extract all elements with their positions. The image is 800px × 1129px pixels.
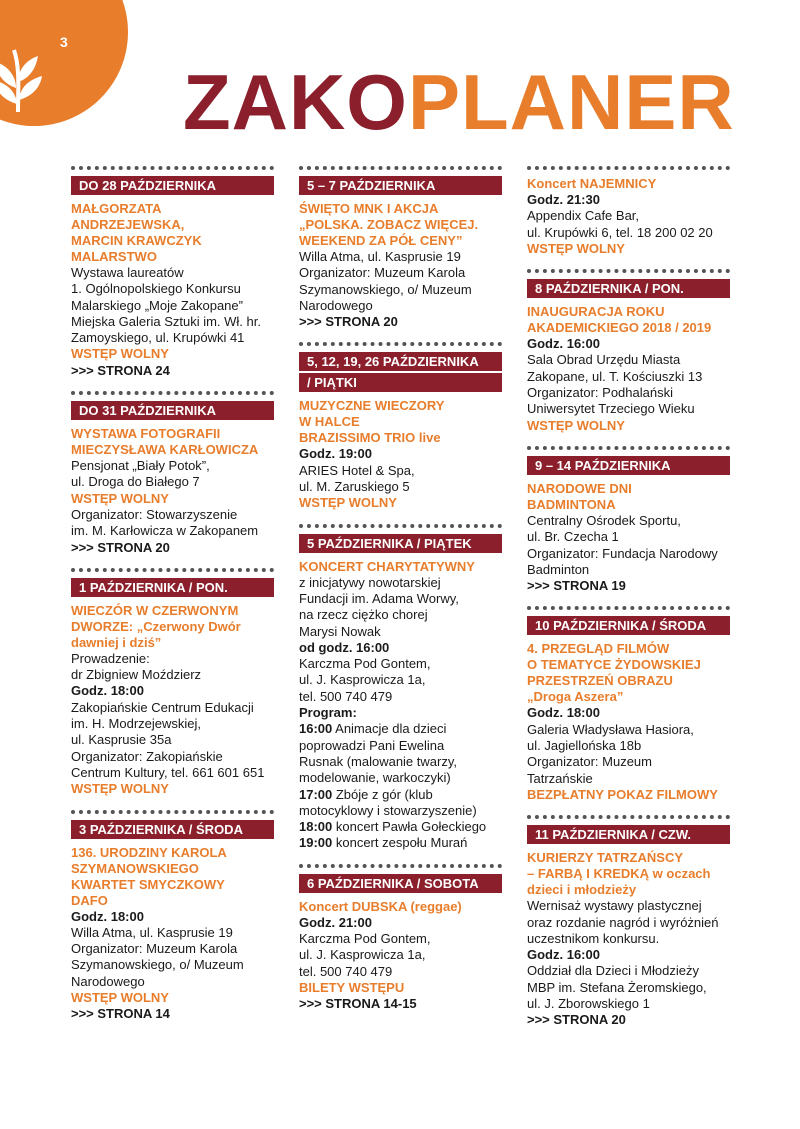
event-block <box>71 568 274 798</box>
program-line <box>299 721 502 737</box>
event-detail-bold: Godz. 21:00 <box>299 914 372 930</box>
event-block <box>71 166 274 379</box>
event-detail: uczestnikom konkursu. <box>527 930 660 946</box>
event-title: KURIERZY TATRZAŃSCY <box>527 850 683 866</box>
event-detail: Fundacji im. Adama Worwy, <box>299 590 459 606</box>
event-detail: Galeria Władysława Hasiora, <box>527 721 694 737</box>
event-title: Koncert DUBSKA (reggae) <box>299 898 462 914</box>
dotted-divider <box>299 342 502 346</box>
event-detail: im. M. Karłowicza w Zakopanem <box>71 523 259 539</box>
date-header <box>71 820 274 839</box>
event-detail: Malarskiego „Moje Zakopane” <box>71 297 243 313</box>
date-header-line: 5 – 7 PAŹDZIERNIKA <box>299 176 502 195</box>
event-detail: Zamoyskiego, ul. Krupówki 41 <box>71 330 245 346</box>
event-detail: z inicjatywy nowotarskiej <box>299 574 441 590</box>
event-detail: 1. Ogólnopolskiego Konkursu <box>71 281 241 297</box>
event-detail-bold: Godz. 18:00 <box>527 705 600 721</box>
date-header <box>71 176 274 195</box>
date-header-line: DO 28 PAŹDZIERNIKA <box>71 176 274 195</box>
event-detail-bold: >>> STRONA 24 <box>71 362 170 378</box>
event-title: DWORZE: „Czerwony Dwór <box>71 618 241 634</box>
event-detail: ul. Br. Czecha 1 <box>527 529 619 545</box>
event-detail: Narodowego <box>71 973 145 989</box>
date-header <box>71 401 274 420</box>
program-text: Animacje dla dzieci <box>332 721 447 737</box>
event-detail: Tatrzańskie <box>527 770 593 786</box>
date-header-line: / PIĄTKI <box>299 373 502 392</box>
event-title: INAUGURACJA ROKU <box>527 304 665 320</box>
event-detail: motocyklowy i stowarzyszenie) <box>299 802 477 818</box>
event-detail-bold: >>> STRONA 14-15 <box>299 996 417 1012</box>
date-header <box>71 578 274 597</box>
event-title: „POLSKA. ZOBACZ WIĘCEJ. <box>299 217 479 232</box>
event-detail: Organizator: Muzeum <box>527 754 652 770</box>
event-title: MUZYCZNE WIECZORY <box>299 398 445 414</box>
event-detail-bold: Program: <box>299 705 357 721</box>
date-header-line: 3 PAŹDZIERNIKA / ŚRODA <box>71 820 274 839</box>
event-detail-bold: Godz. 16:00 <box>527 947 600 963</box>
event-title: 4. PRZEGLĄD FILMÓW <box>527 641 670 657</box>
event-block <box>299 524 502 852</box>
event-detail: modelowanie, warkoczyki) <box>299 770 451 786</box>
date-header <box>299 352 502 392</box>
event-detail: Pensjonat „Biały Potok”, <box>71 458 210 474</box>
event-detail: poprowadzi Pani Ewelina <box>299 737 445 753</box>
event-detail: Centralny Ośrodek Sportu, <box>527 512 681 528</box>
event-detail: Organizator: Podhalański <box>527 385 673 401</box>
event-detail: Badminton <box>527 561 590 577</box>
dotted-divider <box>71 810 274 814</box>
event-title: BRAZISSIMO TRIO live <box>299 430 441 446</box>
event-detail: na rzecz ciężko chorej <box>299 607 428 623</box>
event-detail-bold: Godz. 18:00 <box>71 908 144 924</box>
program-time: 18:00 <box>299 819 333 835</box>
date-header-line: DO 31 PAŹDZIERNIKA <box>71 401 274 420</box>
event-detail-bold: >>> STRONA 20 <box>527 1012 626 1028</box>
event-detail: dr Zbigniew Moździerz <box>71 667 202 683</box>
event-detail: MBP im. Stefana Żeromskiego, <box>527 979 707 995</box>
event-detail: Centrum Kultury, tel. 661 601 651 <box>71 764 265 780</box>
date-header <box>527 616 730 635</box>
program-text: koncert zespołu Murań <box>332 835 468 851</box>
event-detail: im. H. Modrzejewskiej, <box>71 716 202 732</box>
event-detail: Wystawa laureatów <box>71 265 184 280</box>
page-number: 3 <box>60 34 68 50</box>
program-time: 19:00 <box>299 835 333 851</box>
event-detail: Szymanowskiego, o/ Muzeum <box>299 281 472 297</box>
event-block <box>71 810 274 1023</box>
event-detail-bold: >>> STRONA 19 <box>527 578 626 594</box>
event-detail-bold: >>> STRONA 20 <box>299 314 398 330</box>
event-block <box>527 446 730 594</box>
date-header-line: 11 PAŹDZIERNIKA / CZW. <box>527 825 730 844</box>
event-title: dzieci i młodzieży <box>527 882 637 898</box>
dotted-divider <box>527 269 730 273</box>
date-header-line: 10 PAŹDZIERNIKA / ŚRODA <box>527 616 730 635</box>
event-detail: Sala Obrad Urzędu Miasta <box>527 352 681 368</box>
event-detail: Willa Atma, ul. Kasprusie 19 <box>299 249 461 264</box>
event-detail: Appendix Cafe Bar, <box>527 208 640 224</box>
event-title: MIECZYSŁAWA KARŁOWICZA <box>71 442 259 458</box>
event-detail: Zakopane, ul. T. Kościuszki 13 <box>527 368 703 384</box>
column-2 <box>299 166 502 1025</box>
program-time: 17:00 <box>299 786 333 802</box>
event-detail: Organizator: Muzeum Karola <box>299 265 466 281</box>
event-detail: Organizator: Muzeum Karola <box>71 941 238 957</box>
date-header <box>527 456 730 475</box>
event-title: SZYMANOWSKIEGO <box>71 860 199 876</box>
entry-note: WSTĘP WOLNY <box>71 346 169 362</box>
event-title: MAŁGORZATA <box>71 201 162 216</box>
dotted-divider <box>527 606 730 610</box>
entry-note: BEZPŁATNY POKAZ FILMOWY <box>527 786 718 802</box>
event-detail: ul. J. Kasprowicza 1a, <box>299 947 426 963</box>
event-detail: Oddział dla Dzieci i Młodzieży <box>527 963 699 979</box>
leaf-icon <box>0 38 50 118</box>
date-header <box>299 874 502 893</box>
dotted-divider <box>71 568 274 572</box>
event-title: 136. URODZINY KAROLA <box>71 844 227 860</box>
event-title: WYSTAWA FOTOGRAFII <box>71 426 221 442</box>
event-detail: Karczma Pod Gontem, <box>299 656 431 672</box>
event-title: AKADEMICKIEGO 2018 / 2019 <box>527 320 712 336</box>
event-title: Koncert NAJEMNICY <box>527 176 657 191</box>
date-header <box>527 825 730 844</box>
event-detail: Narodowego <box>299 297 373 313</box>
event-title: MALARSTWO <box>71 249 157 264</box>
dotted-divider <box>71 166 274 170</box>
event-title: BADMINTONA <box>527 496 616 512</box>
entry-note: WSTĘP WOLNY <box>71 990 169 1006</box>
program-line <box>299 819 502 835</box>
event-title: DAFO <box>71 892 108 908</box>
event-detail: ul. Kasprusie 35a <box>71 732 172 748</box>
event-block <box>71 391 274 556</box>
entry-note: WSTĘP WOLNY <box>71 781 169 797</box>
event-detail: tel. 500 740 479 <box>299 688 393 704</box>
date-header-line: 8 PAŹDZIERNIKA / PON. <box>527 279 730 298</box>
entry-note: BILETY WSTĘPU <box>299 979 405 995</box>
event-detail-bold: Godz. 16:00 <box>527 336 600 352</box>
event-title: dawniej i dziś” <box>71 634 162 650</box>
column-3 <box>527 166 730 1041</box>
event-title: WEEKEND ZA PÓŁ CENY” <box>299 233 463 248</box>
event-detail: Rusnak (malowanie twarzy, <box>299 753 457 769</box>
date-header-line: 5 PAŹDZIERNIKA / PIĄTEK <box>299 534 502 553</box>
date-header <box>299 176 502 195</box>
event-detail: Miejska Galeria Sztuki im. Wł. hr. <box>71 313 261 329</box>
zakoplaner-logo: ZAKOPLANER <box>183 58 735 146</box>
dotted-divider <box>299 864 502 868</box>
event-title: W HALCE <box>299 414 360 430</box>
event-detail: Prowadzenie: <box>71 650 150 666</box>
date-header-line: 5, 12, 19, 26 PAŹDZIERNIKA <box>299 352 502 371</box>
dotted-divider <box>527 166 730 170</box>
event-detail: ul. J. Zborowskiego 1 <box>527 996 650 1012</box>
date-header-line: 6 PAŹDZIERNIKA / SOBOTA <box>299 874 502 893</box>
event-title: MARCIN KRAWCZYK <box>71 233 202 248</box>
event-detail-bold: od godz. 16:00 <box>299 639 390 655</box>
entry-note: WSTĘP WOLNY <box>527 240 625 256</box>
event-block <box>527 166 730 257</box>
event-detail: Szymanowskiego, o/ Muzeum <box>71 957 244 973</box>
event-detail: Karczma Pod Gontem, <box>299 931 431 947</box>
event-detail: oraz rozdanie nagród i wyróżnień <box>527 914 719 930</box>
date-header <box>527 279 730 298</box>
event-detail-bold: Godz. 18:00 <box>71 683 144 699</box>
program-line <box>299 835 502 851</box>
event-title: KWARTET SMYCZKOWY <box>71 876 225 892</box>
date-header <box>299 534 502 553</box>
column-1 <box>71 166 274 1035</box>
date-header-line: 1 PAŹDZIERNIKA / PON. <box>71 578 274 597</box>
event-detail: Uniwersytet Trzeciego Wieku <box>527 401 695 417</box>
event-detail: Marysi Nowak <box>299 623 381 639</box>
event-title: WIECZÓR W CZERWONYM <box>71 602 239 618</box>
dotted-divider <box>71 391 274 395</box>
event-detail: ul. M. Zaruskiego 5 <box>299 479 410 495</box>
event-detail: ul. Jagiellońska 18b <box>527 738 642 754</box>
event-detail-bold: >>> STRONA 20 <box>71 539 170 555</box>
event-detail: ul. J. Kasprowicza 1a, <box>299 672 426 688</box>
event-detail: Wernisaż wystawy plastycznej <box>527 898 702 914</box>
event-block <box>299 166 502 330</box>
event-detail-bold: Godz. 21:30 <box>527 192 600 207</box>
program-text: Zbóje z gór (klub <box>332 786 433 802</box>
event-block <box>527 269 730 434</box>
event-detail: Willa Atma, ul. Kasprusie 19 <box>71 924 233 940</box>
event-title: „Droga Aszera” <box>527 689 624 705</box>
entry-note: WSTĘP WOLNY <box>71 490 169 506</box>
event-detail: ul. Krupówki 6, tel. 18 200 02 20 <box>527 224 713 240</box>
event-detail: Zakopiańskie Centrum Edukacji <box>71 699 254 715</box>
event-detail: Organizator: Zakopiańskie <box>71 748 223 764</box>
date-header-line: 9 – 14 PAŹDZIERNIKA <box>527 456 730 475</box>
program-line <box>299 787 502 803</box>
dotted-divider <box>299 524 502 528</box>
event-title: PRZESTRZEŃ OBRAZU <box>527 673 673 689</box>
event-detail: tel. 500 740 479 <box>299 963 393 979</box>
entry-note: WSTĘP WOLNY <box>527 417 625 433</box>
dotted-divider <box>527 446 730 450</box>
event-block <box>299 342 502 511</box>
event-title: ŚWIĘTO MNK I AKCJA <box>299 201 439 216</box>
dotted-divider <box>299 166 502 170</box>
event-block <box>527 606 730 803</box>
event-title: ANDRZEJEWSKA, <box>71 217 185 232</box>
program-text: koncert Pawła Gołeckiego <box>332 819 487 835</box>
event-detail: Organizator: Stowarzyszenie <box>71 506 238 522</box>
event-title: – FARBĄ I KREDKĄ w oczach <box>527 866 711 882</box>
dotted-divider <box>527 815 730 819</box>
event-block <box>527 815 730 1028</box>
event-block <box>299 864 502 1013</box>
event-title: NARODOWE DNI <box>527 480 632 496</box>
event-title: KONCERT CHARYTATYWNY <box>299 558 475 574</box>
event-detail-bold: >>> STRONA 14 <box>71 1006 170 1022</box>
event-detail: ul. Droga do Białego 7 <box>71 474 200 490</box>
event-title: O TEMATYCE ŻYDOWSKIEJ <box>527 657 701 673</box>
event-detail: ARIES Hotel & Spa, <box>299 462 415 478</box>
event-detail-bold: Godz. 19:00 <box>299 446 372 462</box>
program-time: 16:00 <box>299 721 333 737</box>
entry-note: WSTĘP WOLNY <box>299 495 397 511</box>
event-detail: Organizator: Fundacja Narodowy <box>527 545 718 561</box>
